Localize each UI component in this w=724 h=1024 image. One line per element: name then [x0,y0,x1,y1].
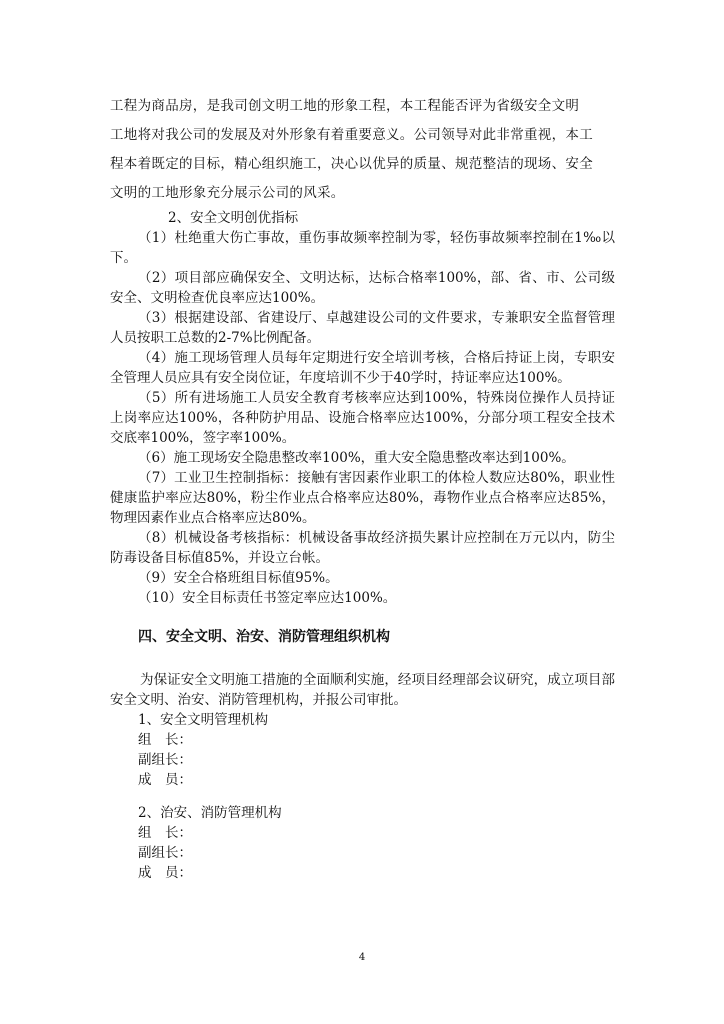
target-item-4: （4）施工现场管理人员每年定期进行安全培训考核，合格后持证上岗，专职安全管理人员应具有安全岗位证，年度培训不少于40学时，持证率应达100%。 [110,350,615,386]
section-4-heading: 四、安全文明、治安、消防管理组织机构 [138,629,390,645]
target-item-5: （5）所有进场施工人员安全教育考核率应达到100%，特殊岗位操作人员持证上岗率应达100%，各种防护用品、设施合格率应达100%，分部分项工程安全技术交底率100%，签字率100%。 [110,390,615,446]
section-4-paragraph [110,670,615,710]
intro-paragraph [110,92,615,208]
section-4-text: 为保证安全文明施工措施的全面顺利实施，经项目经理部会议研究，成立项目部安全文明、治安、消防管理机构，并报公司审批。 [110,672,615,708]
org-leader: 组 长： [138,732,192,748]
target-item-8: （8）机械设备考核指标：机械设备事故经济损失累计应控制在万元以内，防尘防毒设备目标值85%，并设立台帐。 [110,530,615,566]
target-item-10: （10）安全目标责任书签定率应达100%。 [138,590,397,606]
org-security-fire [138,803,282,883]
org-members: 成 员： [138,865,192,881]
org-title: 2、治安、消防管理机构 [138,805,282,821]
section-2-targets [110,208,615,608]
org-leader: 组 长： [138,825,192,841]
target-item-3: （3）根据建设部、省建设厅、卓越建设公司的文件要求，专兼职安全监督管理人员按职工总数的2-7%比例配备。 [110,310,615,346]
target-item-2: （2）项目部应确保安全、文明达标，达标合格率100%，部、省、市、公司级安全、文明检查优良率应达100%。 [110,270,615,306]
intro-line: 文明的工地形象充分展示公司的风采。 [110,185,345,201]
intro-line: 工程为商品房，是我司创文明工地的形象工程，本工程能否评为省级安全文明 [110,98,580,114]
org-deputy: 副组长： [138,752,192,768]
target-item-1: （1）杜绝重大伤亡事故，重伤事故频率控制为零，轻伤事故频率控制在1‰以下。 [110,230,615,266]
target-item-7: （7）工业卫生控制指标：接触有害因素作业职工的体检人数应达80%，职业性健康监护率应达80%，粉尘作业点合格率应达80%，毒物作业点合格率应达85%，物理因素作业点合格率应达80%。 [110,470,615,526]
page-number: 4 [358,952,366,963]
org-safety-civilization [138,710,268,790]
intro-line: 程本着既定的目标，精心组织施工，决心以优异的质量、规范整洁的现场、安全 [110,156,593,172]
intro-line: 工地将对我公司的发展及对外形象有着重要意义。公司领导对此非常重视，本工 [110,127,593,143]
org-members: 成 员： [138,772,192,788]
section-2-heading: 2、安全文明创优指标 [168,210,299,226]
target-item-6: （6）施工现场安全隐患整改率100%，重大安全隐患整改率达到100%。 [138,450,575,466]
org-deputy: 副组长： [138,845,192,861]
org-title: 1、安全文明管理机构 [138,712,269,728]
target-item-9: （9）安全合格班组目标值95%。 [138,570,339,586]
